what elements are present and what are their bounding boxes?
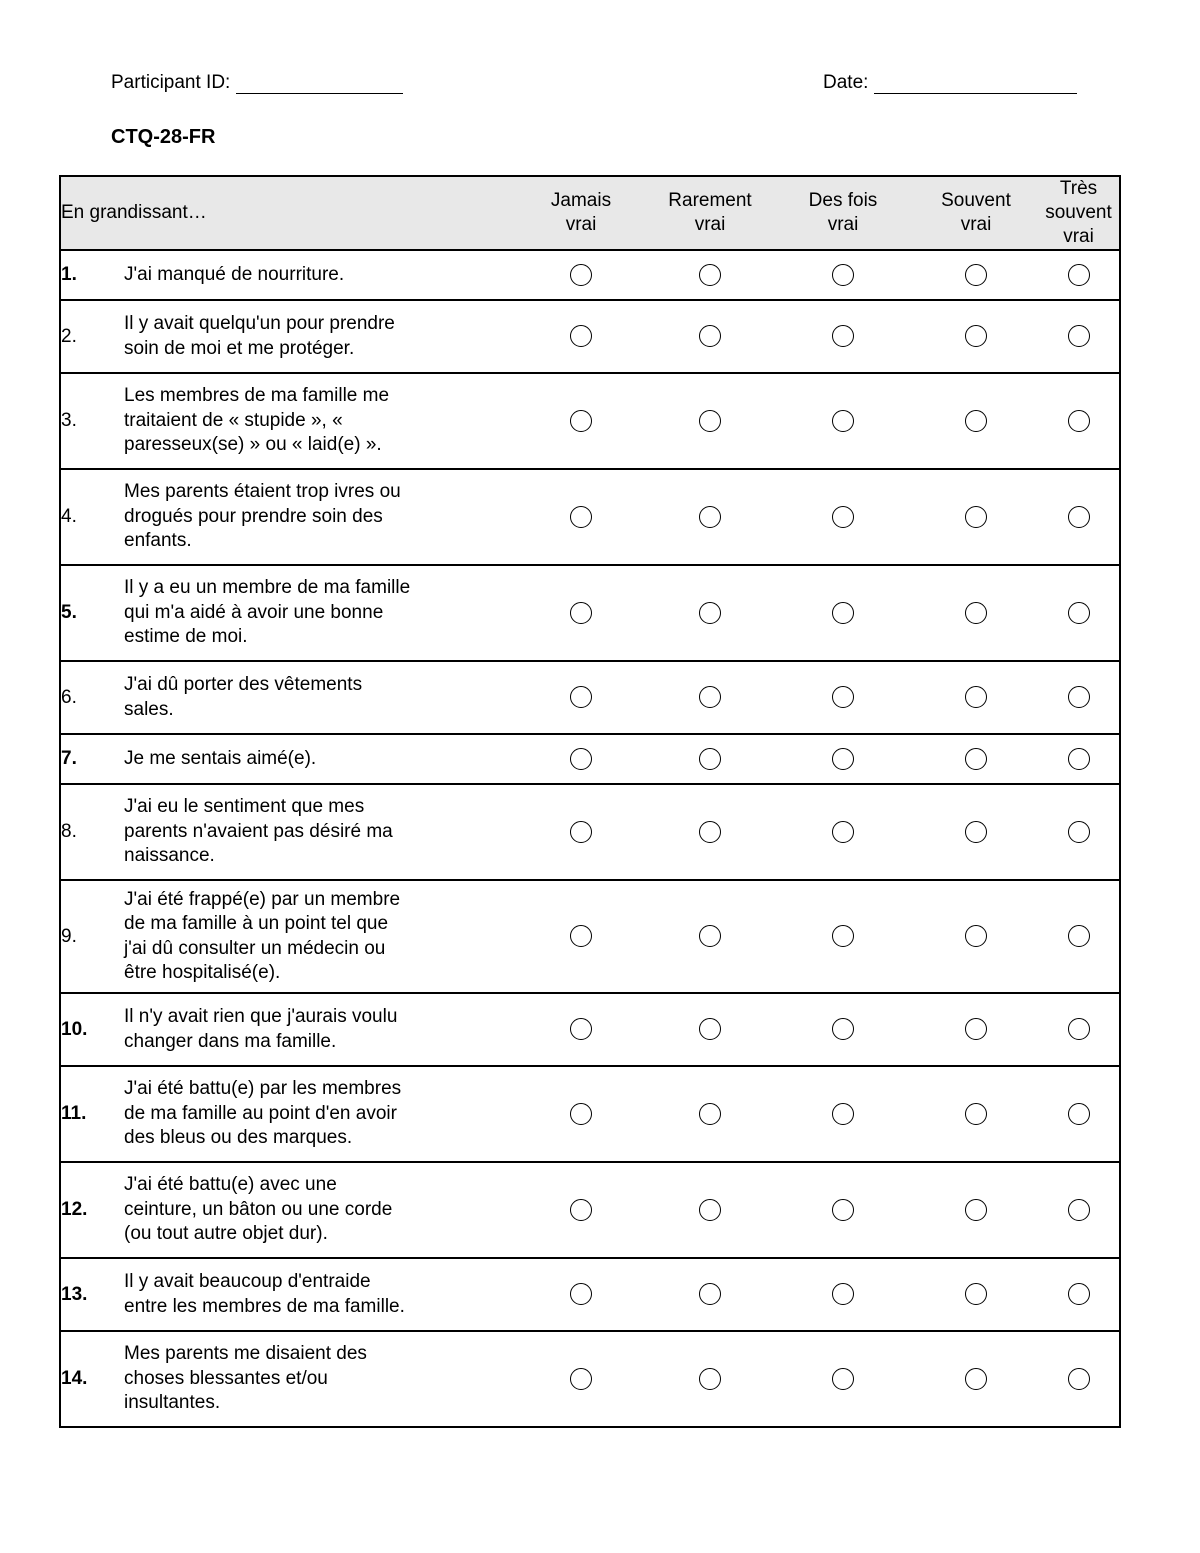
question-number: 4. xyxy=(60,469,124,565)
question-text-line: estime de moi. xyxy=(124,626,248,648)
answer-cell xyxy=(514,734,648,784)
question-number: 3. xyxy=(60,373,124,469)
answer-radio[interactable] xyxy=(965,1283,987,1305)
form-title: CTQ-28-FR xyxy=(111,126,216,148)
question-row xyxy=(60,1162,1120,1258)
answer-cell xyxy=(772,565,914,661)
question-text-line: J'ai dû porter des vêtements xyxy=(124,674,363,695)
col-header-rarement xyxy=(648,176,772,250)
answer-cell xyxy=(648,1066,772,1162)
answer-cell xyxy=(1038,880,1120,993)
question-text-line: traitaient de « stupide », « xyxy=(124,409,343,431)
answer-cell xyxy=(514,661,648,734)
question-text-line: de ma famille à un point tel que xyxy=(124,913,389,934)
answer-cell xyxy=(772,1258,914,1331)
answer-cell xyxy=(1038,469,1120,565)
answer-radio[interactable] xyxy=(570,686,592,708)
answer-radio[interactable] xyxy=(965,1018,987,1040)
answer-cell xyxy=(514,373,648,469)
answer-radio[interactable] xyxy=(1068,821,1090,843)
answer-radio[interactable] xyxy=(570,410,592,432)
question-row xyxy=(60,1066,1120,1162)
question-text-line: des bleus ou des marques. xyxy=(124,1127,353,1149)
answer-cell xyxy=(772,993,914,1066)
question-text-line: J'ai été battu(e) par les membres xyxy=(124,1078,402,1100)
question-number: 7. xyxy=(60,734,124,784)
answer-radio[interactable] xyxy=(699,1018,721,1040)
question-row xyxy=(60,1258,1120,1331)
answer-cell xyxy=(514,250,648,300)
date-blank[interactable] xyxy=(874,74,1077,94)
answer-radio[interactable] xyxy=(832,1283,854,1305)
question-text-line: insultantes. xyxy=(124,1392,221,1414)
question-text-line: soin de moi et me protéger. xyxy=(124,337,355,359)
question-text-line: j'ai dû consulter un médecin ou xyxy=(124,937,386,959)
col-header-line: Des fois xyxy=(808,190,878,211)
answer-radio[interactable] xyxy=(832,1018,854,1040)
answer-cell xyxy=(648,565,772,661)
answer-cell xyxy=(914,1162,1038,1258)
answer-radio[interactable] xyxy=(570,264,592,286)
participant-id-label: Participant ID: xyxy=(111,72,231,93)
question-text xyxy=(124,565,514,661)
question-number: 1. xyxy=(60,250,124,300)
date-field xyxy=(823,72,1077,94)
question-text xyxy=(124,469,514,565)
question-number: 8. xyxy=(60,784,124,880)
answer-radio[interactable] xyxy=(570,1368,592,1390)
answer-radio[interactable] xyxy=(699,748,721,770)
question-row xyxy=(60,734,1120,784)
answer-radio[interactable] xyxy=(832,325,854,347)
question-text xyxy=(124,880,514,993)
answer-radio[interactable] xyxy=(1068,686,1090,708)
answer-radio[interactable] xyxy=(699,821,721,843)
answer-cell xyxy=(914,880,1038,993)
answer-cell xyxy=(1038,373,1120,469)
answer-cell xyxy=(772,1331,914,1427)
answer-cell xyxy=(514,1258,648,1331)
question-number: 5. xyxy=(60,565,124,661)
question-text-line: J'ai été battu(e) avec une xyxy=(124,1174,337,1196)
lead-label: En grandissant… xyxy=(60,176,514,250)
answer-radio[interactable] xyxy=(965,686,987,708)
answer-cell xyxy=(772,250,914,300)
answer-cell xyxy=(772,784,914,880)
col-header-line: vrai xyxy=(960,214,992,235)
answer-radio[interactable] xyxy=(699,1283,721,1305)
answer-cell xyxy=(648,300,772,373)
answer-radio[interactable] xyxy=(1068,1283,1090,1305)
question-text xyxy=(124,661,514,734)
answer-radio[interactable] xyxy=(570,1018,592,1040)
answer-cell xyxy=(1038,993,1120,1066)
col-header-des-fois xyxy=(772,176,914,250)
answer-cell xyxy=(1038,784,1120,880)
answer-radio[interactable] xyxy=(570,1283,592,1305)
col-header-line: vrai xyxy=(565,214,597,235)
answer-cell xyxy=(514,1162,648,1258)
question-row xyxy=(60,784,1120,880)
question-text-line: J'ai manqué de nourriture. xyxy=(124,263,345,285)
participant-id-blank[interactable] xyxy=(236,74,403,94)
question-number: 13. xyxy=(60,1258,124,1331)
question-row xyxy=(60,373,1120,469)
answer-radio[interactable] xyxy=(1068,925,1090,947)
question-text-line: qui m'a aidé à avoir une bonne xyxy=(124,601,384,623)
answer-radio[interactable] xyxy=(1068,264,1090,286)
answer-cell xyxy=(514,1331,648,1427)
answer-radio[interactable] xyxy=(1068,748,1090,770)
question-row xyxy=(60,469,1120,565)
question-text-line: paresseux(se) » ou « laid(e) ». xyxy=(124,434,382,456)
question-text-line: enfants. xyxy=(124,530,192,552)
answer-cell xyxy=(514,565,648,661)
answer-radio[interactable] xyxy=(965,602,987,624)
question-text xyxy=(124,1258,514,1331)
answer-cell xyxy=(648,784,772,880)
question-row xyxy=(60,661,1120,734)
col-header-tres-souvent xyxy=(1038,176,1120,250)
question-text xyxy=(124,1066,514,1162)
answer-radio[interactable] xyxy=(570,1199,592,1221)
question-text xyxy=(124,300,514,373)
question-number: 10. xyxy=(60,993,124,1066)
answer-radio[interactable] xyxy=(965,1368,987,1390)
question-row xyxy=(60,250,1120,300)
question-text-line: J'ai été frappé(e) par un membre xyxy=(124,888,401,910)
answer-radio[interactable] xyxy=(832,1368,854,1390)
question-text-line: Il y a eu un membre de ma famille xyxy=(124,577,411,599)
question-text-line: Mes parents étaient trop ivres ou xyxy=(124,481,401,503)
answer-cell xyxy=(648,373,772,469)
answer-cell xyxy=(772,300,914,373)
answer-radio[interactable] xyxy=(832,686,854,708)
questionnaire-table xyxy=(59,175,1121,1428)
answer-cell xyxy=(914,993,1038,1066)
col-header-line: Souvent xyxy=(941,190,1011,211)
answer-radio[interactable] xyxy=(699,325,721,347)
answer-radio[interactable] xyxy=(965,506,987,528)
answer-cell xyxy=(1038,1162,1120,1258)
answer-radio[interactable] xyxy=(1068,325,1090,347)
question-row xyxy=(60,1331,1120,1427)
question-number: 14. xyxy=(60,1331,124,1427)
answer-cell xyxy=(1038,1331,1120,1427)
answer-radio[interactable] xyxy=(832,506,854,528)
answer-cell xyxy=(648,469,772,565)
question-text-line: entre les membres de ma famille. xyxy=(124,1295,405,1317)
answer-radio[interactable] xyxy=(699,1103,721,1125)
answer-cell xyxy=(514,1066,648,1162)
question-row xyxy=(60,993,1120,1066)
question-text-line: parents n'avaient pas désiré ma xyxy=(124,820,393,842)
answer-radio[interactable] xyxy=(1068,506,1090,528)
col-header-jamais xyxy=(514,176,648,250)
col-header-souvent xyxy=(914,176,1038,250)
answer-cell xyxy=(772,1162,914,1258)
answer-cell xyxy=(772,469,914,565)
answer-radio[interactable] xyxy=(832,925,854,947)
answer-radio[interactable] xyxy=(570,325,592,347)
col-header-line: vrai xyxy=(827,214,859,235)
answer-radio[interactable] xyxy=(832,264,854,286)
answer-cell xyxy=(1038,661,1120,734)
answer-cell xyxy=(514,469,648,565)
question-number: 9. xyxy=(60,880,124,993)
answer-cell xyxy=(914,1066,1038,1162)
question-text-line: changer dans ma famille. xyxy=(124,1030,337,1052)
answer-cell xyxy=(914,250,1038,300)
col-header-line: Très xyxy=(1059,178,1098,199)
answer-cell xyxy=(1038,300,1120,373)
answer-cell xyxy=(1038,250,1120,300)
answer-cell xyxy=(772,1066,914,1162)
question-text-line: Il y avait quelqu'un pour prendre xyxy=(124,313,395,334)
answer-cell xyxy=(648,661,772,734)
answer-cell xyxy=(648,1258,772,1331)
answer-radio[interactable] xyxy=(699,410,721,432)
question-text-line: naissance. xyxy=(124,845,215,867)
question-text xyxy=(124,784,514,880)
answer-radio[interactable] xyxy=(1068,602,1090,624)
question-text-line: drogués pour prendre soin des xyxy=(124,505,383,527)
answer-radio[interactable] xyxy=(699,506,721,528)
answer-cell xyxy=(772,734,914,784)
question-number: 6. xyxy=(60,661,124,734)
answer-radio[interactable] xyxy=(832,748,854,770)
answer-radio[interactable] xyxy=(965,410,987,432)
question-text xyxy=(124,373,514,469)
answer-radio[interactable] xyxy=(965,325,987,347)
answer-radio[interactable] xyxy=(1068,1018,1090,1040)
answer-radio[interactable] xyxy=(965,1103,987,1125)
answer-cell xyxy=(914,734,1038,784)
answer-cell xyxy=(772,373,914,469)
question-row xyxy=(60,300,1120,373)
answer-cell xyxy=(648,250,772,300)
question-text-line: choses blessantes et/ou xyxy=(124,1367,328,1389)
question-text-line: sales. xyxy=(124,698,174,720)
question-text-line: être hospitalisé(e). xyxy=(124,962,281,983)
answer-radio[interactable] xyxy=(699,1199,721,1221)
answer-radio[interactable] xyxy=(965,264,987,286)
answer-radio[interactable] xyxy=(965,1199,987,1221)
answer-radio[interactable] xyxy=(832,821,854,843)
answer-radio[interactable] xyxy=(832,410,854,432)
question-text xyxy=(124,734,514,784)
col-header-line: Jamais xyxy=(550,190,612,211)
question-text-line: (ou tout autre objet dur). xyxy=(124,1223,328,1245)
answer-cell xyxy=(914,469,1038,565)
answer-cell xyxy=(648,880,772,993)
question-row xyxy=(60,880,1120,993)
answer-radio[interactable] xyxy=(570,602,592,624)
answer-cell xyxy=(1038,1258,1120,1331)
answer-radio[interactable] xyxy=(965,748,987,770)
answer-cell xyxy=(914,565,1038,661)
question-text-line: Il y avait beaucoup d'entraide xyxy=(124,1271,371,1292)
col-header-line: vrai xyxy=(694,214,726,235)
answer-radio[interactable] xyxy=(1068,1199,1090,1221)
answer-cell xyxy=(648,1331,772,1427)
answer-cell xyxy=(772,880,914,993)
question-text-line: Mes parents me disaient des xyxy=(124,1343,367,1365)
answer-cell xyxy=(514,784,648,880)
question-text xyxy=(124,250,514,300)
answer-cell xyxy=(914,373,1038,469)
answer-radio[interactable] xyxy=(699,602,721,624)
answer-radio[interactable] xyxy=(699,264,721,286)
answer-radio[interactable] xyxy=(570,821,592,843)
answer-cell xyxy=(648,1162,772,1258)
answer-radio[interactable] xyxy=(1068,410,1090,432)
col-header-line: souvent vrai xyxy=(1045,202,1112,247)
answer-radio[interactable] xyxy=(699,686,721,708)
answer-cell xyxy=(514,993,648,1066)
question-number: 12. xyxy=(60,1162,124,1258)
date-label: Date: xyxy=(823,72,869,93)
question-text xyxy=(124,993,514,1066)
question-text-line: J'ai eu le sentiment que mes xyxy=(124,796,365,818)
answer-cell xyxy=(914,1258,1038,1331)
answer-cell xyxy=(514,300,648,373)
answer-radio[interactable] xyxy=(570,748,592,770)
answer-cell xyxy=(914,1331,1038,1427)
answer-cell xyxy=(1038,734,1120,784)
answer-radio[interactable] xyxy=(1068,1103,1090,1125)
answer-radio[interactable] xyxy=(570,1103,592,1125)
answer-radio[interactable] xyxy=(570,506,592,528)
question-text-line: Il n'y avait rien que j'aurais voulu xyxy=(124,1006,398,1027)
answer-radio[interactable] xyxy=(570,925,592,947)
answer-radio[interactable] xyxy=(965,925,987,947)
answer-cell xyxy=(1038,565,1120,661)
answer-radio[interactable] xyxy=(832,1103,854,1125)
question-text-line: Je me sentais aimé(e). xyxy=(124,747,317,769)
table-header-row xyxy=(60,176,1120,250)
answer-radio[interactable] xyxy=(832,602,854,624)
answer-cell xyxy=(914,661,1038,734)
col-header-line: Rarement xyxy=(668,190,752,211)
answer-radio[interactable] xyxy=(699,1368,721,1390)
answer-cell xyxy=(514,880,648,993)
answer-cell xyxy=(648,734,772,784)
question-text-line: ceinture, un bâton ou une corde xyxy=(124,1198,393,1220)
question-text xyxy=(124,1331,514,1427)
answer-radio[interactable] xyxy=(965,821,987,843)
answer-radio[interactable] xyxy=(1068,1368,1090,1390)
answer-radio[interactable] xyxy=(832,1199,854,1221)
question-row xyxy=(60,565,1120,661)
question-text-line: de ma famille au point d'en avoir xyxy=(124,1102,397,1124)
answer-radio[interactable] xyxy=(699,925,721,947)
question-text-line: Les membres de ma famille me xyxy=(124,385,390,407)
answer-cell xyxy=(914,784,1038,880)
participant-id-field xyxy=(111,72,403,94)
question-text xyxy=(124,1162,514,1258)
answer-cell xyxy=(914,300,1038,373)
question-number: 2. xyxy=(60,300,124,373)
answer-cell xyxy=(772,661,914,734)
answer-cell xyxy=(1038,1066,1120,1162)
answer-cell xyxy=(648,993,772,1066)
question-number: 11. xyxy=(60,1066,124,1162)
